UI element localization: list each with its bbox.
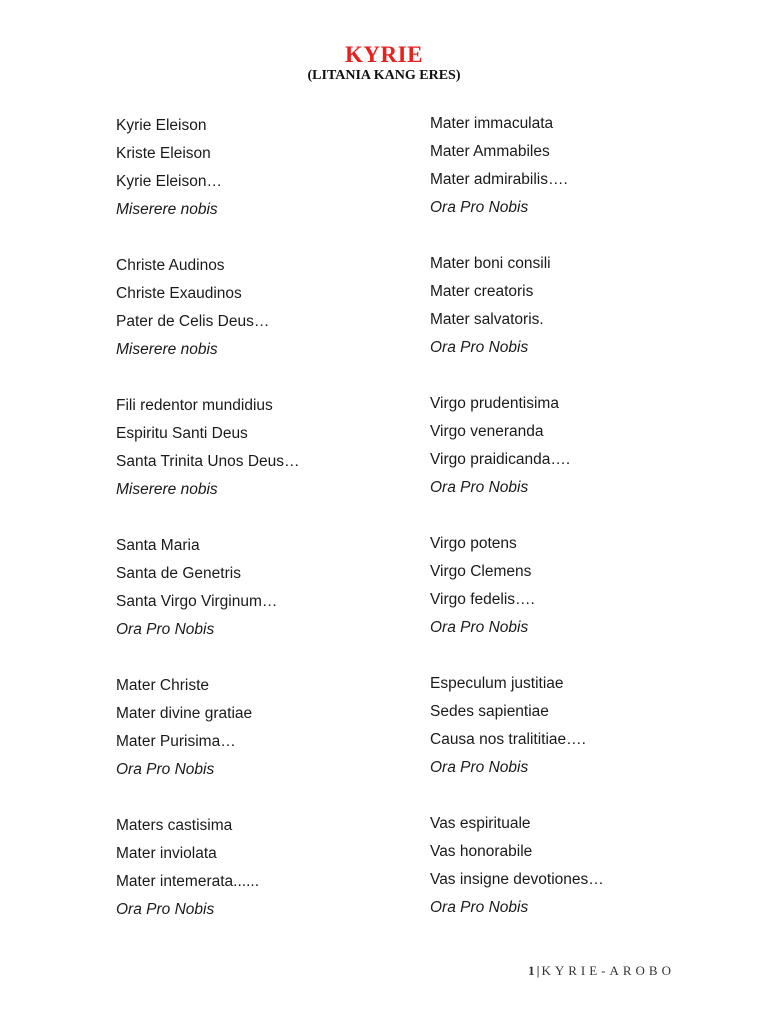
litany-response: Ora Pro Nobis [430,479,529,496]
left-stanza [116,116,416,256]
litany-response: Ora Pro Nobis [430,899,529,916]
left-stanza [116,676,416,816]
right-stanza [430,534,730,674]
litany-response: Miserere nobis [116,201,218,218]
left-stanza [116,256,416,396]
litany-line: Mater admirabilis…. [430,171,568,188]
litany-line: Fili redentor mundidius [116,397,273,414]
litany-line: Santa Maria [116,537,200,554]
litany-line: Virgo prudentisima [430,395,559,412]
litany-response: Ora Pro Nobis [116,761,215,778]
litany-line: Virgo potens [430,535,517,552]
litany-line: Mater inviolata [116,845,217,862]
right-stanza [430,254,730,394]
litany-line: Maters castisima [116,817,233,834]
right-stanza [430,674,730,814]
page-number: 1 [528,963,535,978]
litany-line: Christe Exaudinos [116,285,242,302]
litany-line: Virgo Clemens [430,563,532,580]
litany-line: Mater Ammabiles [430,143,550,160]
litany-line: Espiritu Santi Deus [116,425,248,442]
litany-response: Ora Pro Nobis [116,901,215,918]
litany-line: Sedes sapientiae [430,703,549,720]
litany-line: Mater intemerata...... [116,873,259,890]
litany-line: Pater de Celis Deus… [116,313,270,330]
left-stanza [116,396,416,536]
litany-response: Ora Pro Nobis [116,621,215,638]
litany-line: Virgo veneranda [430,423,544,440]
litany-line: Christe Audinos [116,257,225,274]
litany-line: Santa de Genetris [116,565,241,582]
litany-line: Vas espirituale [430,815,531,832]
litany-response: Ora Pro Nobis [430,199,529,216]
footer-separator: | [536,963,540,978]
litany-line: Mater boni consili [430,255,551,272]
litany-line: Especulum justitiae [430,675,564,692]
litany-response: Ora Pro Nobis [430,339,529,356]
litany-line: Virgo praidicanda…. [430,451,571,468]
running-title: KYRIE-AROBO [541,963,675,978]
page-subtitle: (LITANIA KANG ERES) [307,68,461,83]
left-stanza [116,816,416,956]
litany-line: Vas honorabile [430,843,533,860]
page-footer [528,963,675,979]
litany-line: Mater creatoris [430,283,534,300]
litany-line: Causa nos tralititiae…. [430,731,586,748]
right-stanza [430,814,730,954]
litany-line: Vas insigne devotiones… [430,871,604,888]
right-stanza [430,114,730,254]
litany-line: Mater Christe [116,677,210,694]
litany-line: Kyrie Eleison… [116,173,222,190]
litany-line: Mater immaculata [430,115,554,132]
litany-line: Mater Purisima… [116,733,236,750]
litany-response: Ora Pro Nobis [430,619,529,636]
litany-line: Virgo fedelis…. [430,591,535,608]
litany-line: Mater salvatoris. [430,311,544,328]
litany-response: Ora Pro Nobis [430,759,529,776]
litany-line: Mater divine gratiae [116,705,253,722]
left-stanza [116,536,416,676]
right-column [430,114,730,954]
page-title: KYRIE [345,42,423,67]
right-stanza [430,394,730,534]
litany-response: Miserere nobis [116,481,218,498]
litany-line: Santa Trinita Unos Deus… [116,453,300,470]
litany-line: Santa Virgo Virginum… [116,593,278,610]
litany-line: Kriste Eleison [116,145,211,162]
litany-response: Miserere nobis [116,341,218,358]
litany-line: Kyrie Eleison [116,117,207,134]
left-column [116,116,416,956]
